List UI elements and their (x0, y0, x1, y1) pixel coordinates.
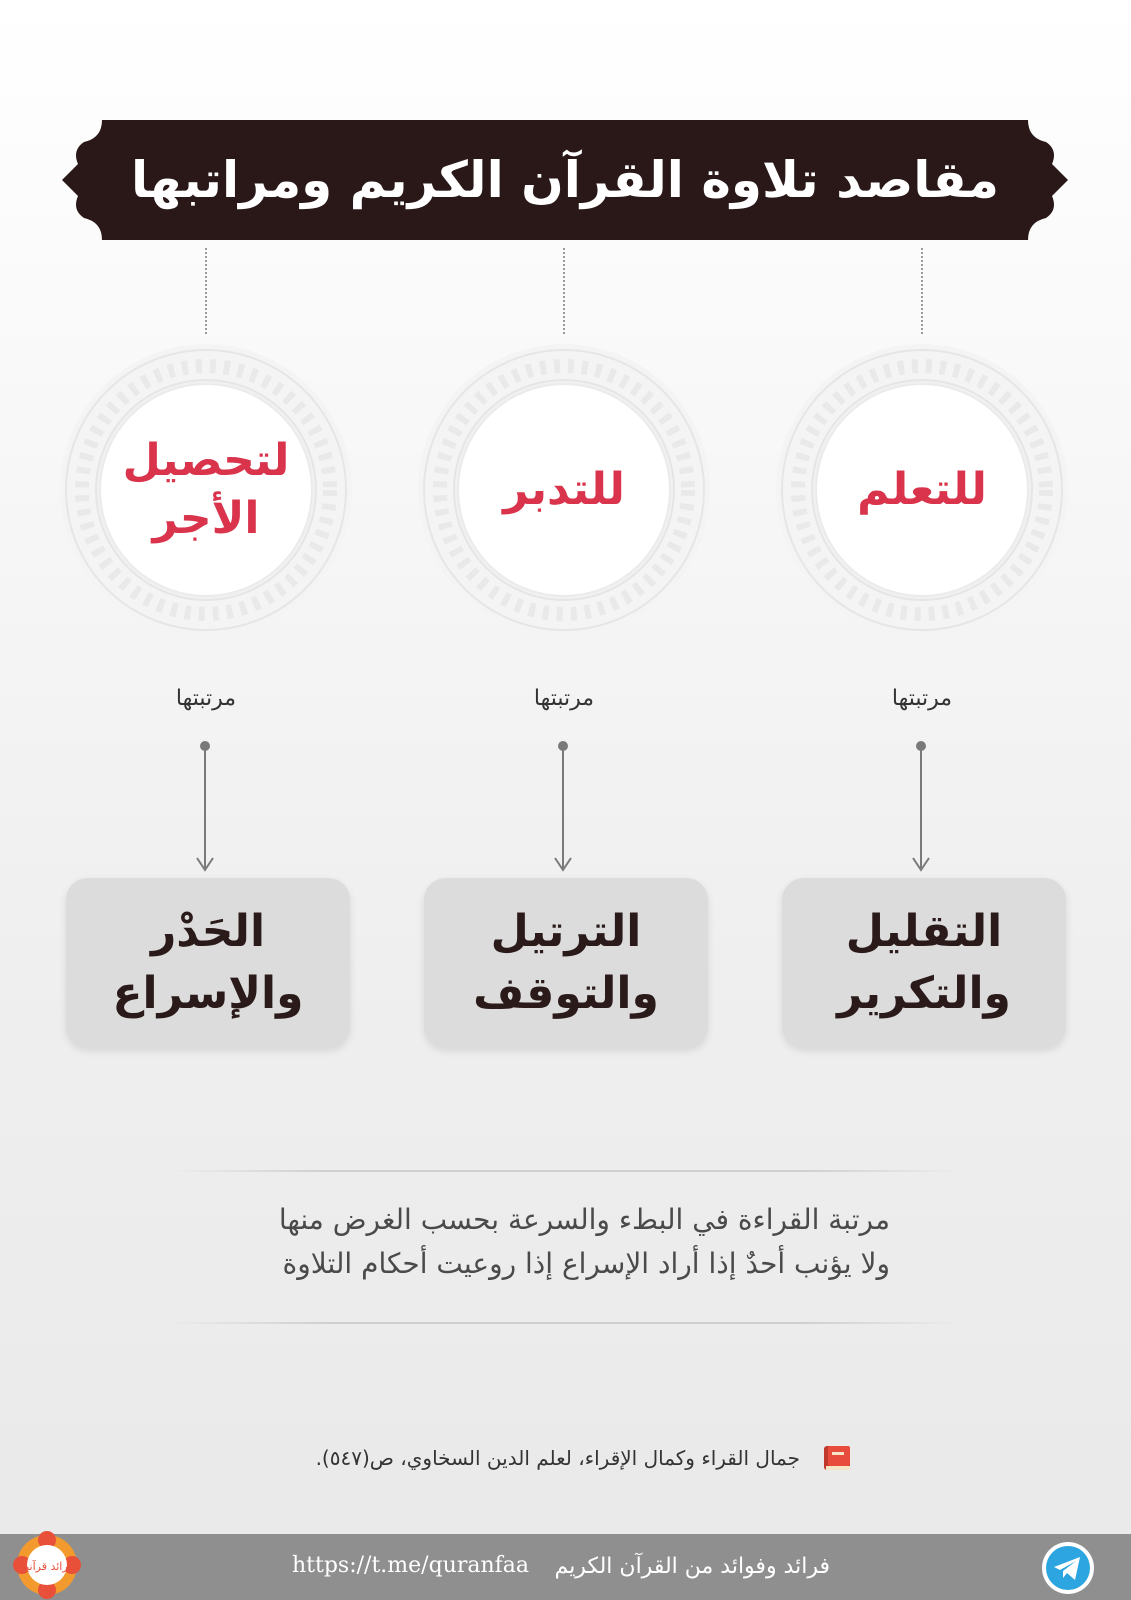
arrow-down-icon (553, 740, 573, 876)
arrow-down-icon (911, 740, 931, 876)
channel-link[interactable]: https://t.me/quranfaa (292, 1553, 530, 1578)
rank-box-3: الحَدْر والإسراع (66, 878, 350, 1048)
purpose-label: للتعلم (817, 385, 1027, 595)
telegram-icon[interactable] (1040, 1540, 1096, 1596)
rank-label: مرتبتها (175, 686, 237, 711)
divider (170, 1322, 960, 1324)
divider (170, 1170, 960, 1172)
note-text (190, 1198, 890, 1286)
rank-box-2: الترتيل والتوقف (424, 878, 708, 1048)
connector-dotted (205, 248, 207, 334)
rank-box-1: التقليل والتكرير (782, 878, 1066, 1048)
page-title: مقاصد تلاوة القرآن الكريم ومراتبها (130, 151, 1000, 209)
channel-name: فرائد وفوائد من القرآن الكريم (554, 1554, 830, 1579)
purpose-label: لتحصيل الأجر (101, 385, 311, 595)
purpose-circle-1 (774, 342, 1070, 638)
arrow-down-icon (195, 740, 215, 876)
purpose-circle-3 (58, 342, 354, 638)
book-icon (820, 1440, 856, 1476)
title-banner (62, 120, 1068, 240)
rank-label: مرتبتها (891, 686, 953, 711)
source-citation: جمال القراء وكمال الإقراء، لعلم الدين السخاوي، ص(٥٤٧). (315, 1446, 800, 1470)
note-line-2: ولا يؤنب أحدٌ إذا أراد الإسراع إذا روعيت أحكام التلاوة (282, 1247, 890, 1280)
connector-dotted (563, 248, 565, 334)
connector-dotted (921, 248, 923, 334)
logo-text: فرائد قرآنية (20, 1560, 74, 1573)
note-line-1: مرتبة القراءة في البطء والسرعة بحسب الغرض منها (278, 1203, 890, 1236)
purpose-label: للتدبر (459, 385, 669, 595)
purpose-circle-2 (416, 342, 712, 638)
logo (8, 1530, 86, 1600)
rank-label: مرتبتها (533, 686, 595, 711)
